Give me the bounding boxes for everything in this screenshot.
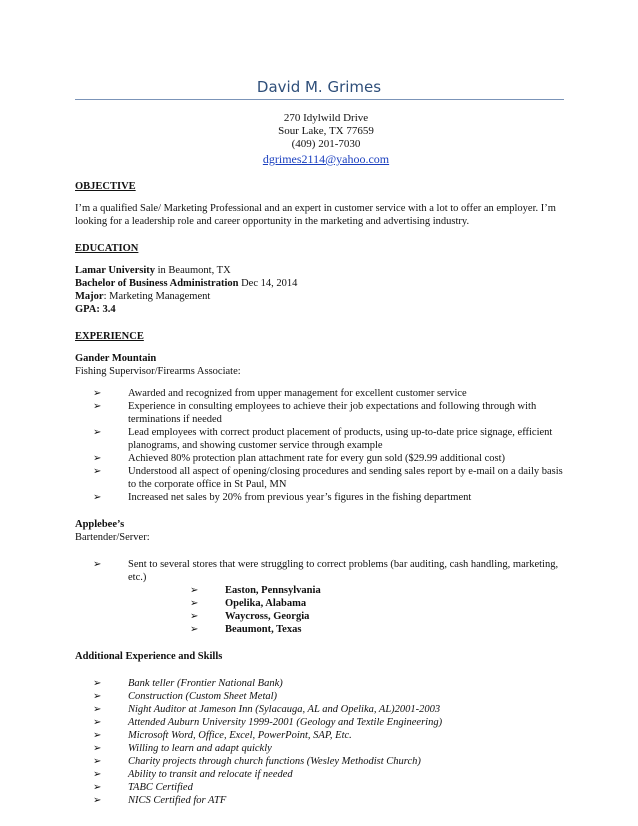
list-item: ➢ Ability to transit and relocate if needed bbox=[93, 769, 293, 780]
resume-body bbox=[75, 180, 565, 807]
list-item: ➢ Achieved 80% protection plan attachment rate for every gun sold ($29.99 additional cost) bbox=[93, 453, 506, 464]
job1-title: Fishing Supervisor/Firearms Associate: bbox=[75, 366, 241, 377]
arrow-bullet-icon: ➢ bbox=[93, 559, 102, 570]
arrow-bullet-icon: ➢ bbox=[93, 743, 102, 754]
education-degree-line bbox=[75, 277, 565, 290]
additional-items bbox=[75, 677, 565, 807]
list-item: ➢ Increased net sales by 20% from previous year’s figures in the fishing department bbox=[93, 492, 472, 503]
arrow-bullet-icon: ➢ bbox=[93, 782, 102, 793]
job1-bullets bbox=[75, 387, 565, 504]
objective-heading: OBJECTIVE bbox=[75, 181, 136, 192]
contact-block bbox=[256, 112, 396, 168]
education-major-line bbox=[75, 290, 565, 303]
list-item: ➢ Opelika, Alabama bbox=[190, 598, 307, 609]
list-item: ➢ Understood all aspect of opening/closing procedures and sending sales report by e-mail on a daily basis to the corporate office in St Paul, MN bbox=[93, 466, 563, 490]
job1-company: Gander Mountain bbox=[75, 353, 157, 364]
list-item: ➢ Bank teller (Frontier National Bank) bbox=[93, 678, 283, 689]
phone: (409) 201-7030 bbox=[291, 138, 361, 150]
job2-title: Bartender/Server: bbox=[75, 532, 150, 543]
arrow-bullet-icon: ➢ bbox=[190, 624, 199, 635]
address-line1: 270 Idylwild Drive bbox=[283, 112, 369, 124]
objective-text: I’m a qualified Sale/ Marketing Professional and an expert in customer service with a lot to offer an employer. I’m looking for a leadership role and career opportunity in the marketing and advertising industry. bbox=[75, 203, 556, 227]
arrow-bullet-icon: ➢ bbox=[93, 730, 102, 741]
list-item: ➢ Easton, Pennsylvania bbox=[190, 585, 321, 596]
arrow-bullet-icon: ➢ bbox=[93, 401, 102, 412]
education-heading: EDUCATION bbox=[75, 243, 139, 254]
major-value: : Marketing Management bbox=[103, 291, 211, 302]
list-item: ➢ Attended Auburn University 1999-2001 (Geology and Textile Engineering) bbox=[93, 717, 443, 728]
job2-company: Applebee’s bbox=[75, 519, 125, 530]
list-item: ➢ Construction (Custom Sheet Metal) bbox=[93, 691, 278, 702]
experience-heading: EXPERIENCE bbox=[75, 331, 144, 342]
arrow-bullet-icon: ➢ bbox=[93, 691, 102, 702]
list-item: ➢ Microsoft Word, Office, Excel, PowerPoint, SAP, Etc. bbox=[93, 730, 352, 741]
major-label: Major bbox=[75, 291, 104, 302]
job2-locations bbox=[75, 584, 565, 636]
address-line2: Sour Lake, TX 77659 bbox=[278, 125, 374, 137]
list-item: ➢ Awarded and recognized from upper management for excellent customer service bbox=[93, 388, 467, 399]
arrow-bullet-icon: ➢ bbox=[190, 585, 199, 596]
list-item: ➢ NICS Certified for ATF bbox=[93, 795, 227, 806]
arrow-bullet-icon: ➢ bbox=[190, 611, 199, 622]
list-item: ➢ TABC Certified bbox=[93, 782, 193, 793]
list-item: ➢ Sent to several stores that were struggling to correct problems (bar auditing, cash handling, marketing, etc.) bbox=[93, 559, 559, 583]
education-school-line bbox=[75, 264, 565, 277]
job2-bullets bbox=[75, 558, 565, 584]
additional-heading: Additional Experience and Skills bbox=[75, 651, 223, 662]
arrow-bullet-icon: ➢ bbox=[93, 678, 102, 689]
arrow-bullet-icon: ➢ bbox=[93, 466, 102, 477]
list-item: ➢ Beaumont, Texas bbox=[190, 624, 302, 635]
arrow-bullet-icon: ➢ bbox=[93, 769, 102, 780]
resume-name: David M. Grimes bbox=[256, 78, 382, 96]
arrow-bullet-icon: ➢ bbox=[190, 598, 199, 609]
header-divider bbox=[75, 99, 564, 100]
list-item: ➢ Night Auditor at Jameson Inn (Sylacauga, AL and Opelika, AL)2001-2003 bbox=[93, 704, 441, 715]
list-item: ➢ Experience in consulting employees to achieve their job expectations and following through with terminations if needed bbox=[93, 401, 537, 425]
arrow-bullet-icon: ➢ bbox=[93, 795, 102, 806]
arrow-bullet-icon: ➢ bbox=[93, 453, 102, 464]
degree-name: Bachelor of Business Administration bbox=[75, 278, 239, 289]
arrow-bullet-icon: ➢ bbox=[93, 704, 102, 715]
arrow-bullet-icon: ➢ bbox=[93, 388, 102, 399]
arrow-bullet-icon: ➢ bbox=[93, 756, 102, 767]
school-location: in Beaumont, TX bbox=[155, 265, 231, 276]
list-item: ➢ Waycross, Georgia bbox=[190, 611, 310, 622]
school-name: Lamar University bbox=[75, 265, 156, 276]
list-item: ➢ Lead employees with correct product placement of products, using up-to-date price signage, efficient planograms, and showing customer service through example bbox=[93, 427, 553, 451]
arrow-bullet-icon: ➢ bbox=[93, 717, 102, 728]
list-item: ➢ Willing to learn and adapt quickly bbox=[93, 743, 272, 754]
email-link[interactable]: dgrimes2114@yahoo.com bbox=[262, 152, 390, 166]
arrow-bullet-icon: ➢ bbox=[93, 427, 102, 438]
degree-date: Dec 14, 2014 bbox=[238, 278, 298, 289]
list-item: ➢ Charity projects through church functions (Wesley Methodist Church) bbox=[93, 756, 421, 767]
gpa: GPA: 3.4 bbox=[75, 304, 116, 315]
arrow-bullet-icon: ➢ bbox=[93, 492, 102, 503]
